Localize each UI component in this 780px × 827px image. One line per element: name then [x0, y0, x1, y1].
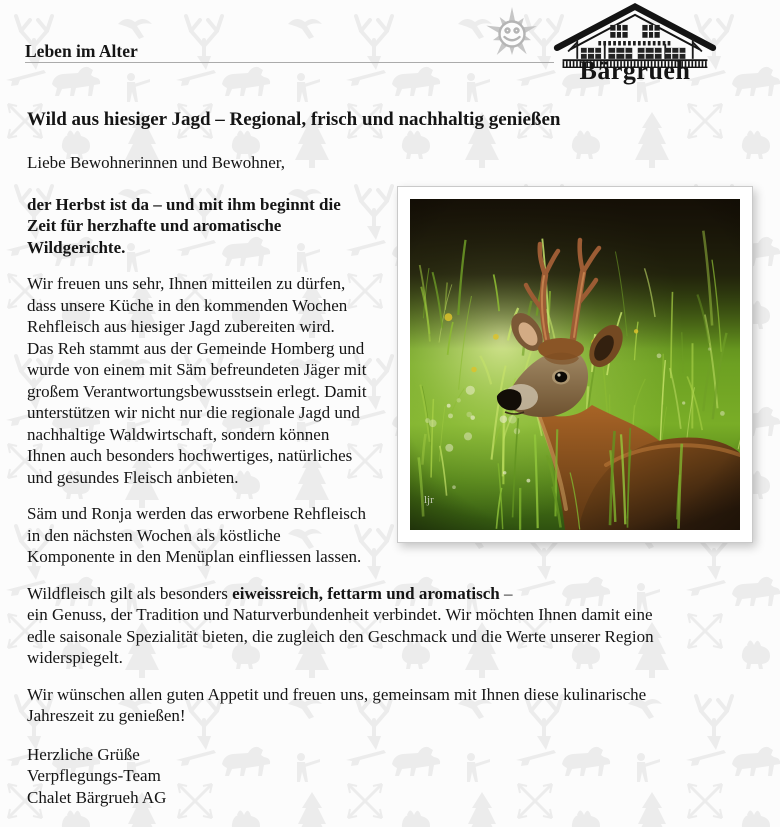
text-line: Komponente in den Menüplan einfliessen lassen.: [27, 547, 362, 566]
text-line: und gesundes Fleisch anbieten.: [27, 467, 239, 487]
text-line: Jahreszeit zu genießen!: [27, 706, 186, 725]
text-line: dass unsere Küche in den kommenden Wochen: [27, 295, 348, 315]
text-line: nachhaltige Waldwirtschaft, sondern können: [27, 424, 330, 444]
bold-text-run: eiweissreich, fettarm und aromatisch: [232, 583, 500, 603]
logo-title: Bärgrueh: [579, 56, 691, 85]
signature-line: Chalet Bärgrueh AG: [27, 787, 167, 807]
text-run: –: [499, 583, 513, 603]
photo-watermark: ljr: [424, 493, 434, 506]
smiling-sun-icon: [468, 2, 552, 68]
text-line: wurde von einem mit Säm befreundeten Jäger mit: [27, 360, 367, 379]
sun-face: [500, 22, 525, 47]
text-line: Wildgerichte.: [27, 237, 126, 257]
text-line: Ihnen auch besonders hochwertiges, natürliches: [27, 446, 353, 465]
text-line: in den nächsten Wochen als köstliche: [27, 525, 281, 545]
text-line: der Herbst ist da – und mit ihm beginnt die: [27, 194, 341, 214]
page-title: Wild aus hiesiger Jagd – Regional, frisch und nachhaltig genießen: [27, 109, 561, 130]
text-line: Zeit für herzhafte und aromatische: [27, 216, 282, 235]
deer-photo-frame: [397, 186, 753, 543]
text-line: Das Reh stammt aus der Gemeinde Homberg und: [27, 338, 365, 358]
text-line: ein Genuss, der Tradition und Naturverbundenheit verbindet. Wir möchten Ihnen damit eine: [27, 605, 653, 624]
text-line: Rehfleisch aus hiesiger Jagd zubereiten wird.: [27, 317, 335, 336]
text-line: edle saisonale Spezialität bieten, die zugleich den Geschmack und die Werte unserer Region: [27, 626, 654, 646]
text-line: widerspiegelt.: [27, 648, 123, 667]
signature-line: Herzliche Grüße: [27, 744, 140, 764]
letter-body: [0, 108, 780, 808]
page-header: [0, 0, 780, 100]
signature-line: Verpflegungs-Team: [27, 766, 161, 785]
signature-block: [27, 744, 753, 809]
roe-deer-photo: [410, 199, 740, 530]
brand-title: Leben im Alter: [25, 41, 138, 61]
text-line: [27, 583, 753, 605]
text-line: Säm und Ronja werden das erworbene Rehfleisch: [27, 504, 366, 523]
text-line: großem Verantwortungsbewusstsein erlegt. Damit: [27, 381, 367, 401]
paragraph-wild-meat: [27, 583, 753, 669]
paragraph-closing: [27, 684, 753, 727]
salutation: Liebe Bewohnerinnen und Bewohner,: [27, 153, 286, 172]
text-line: Wir freuen uns sehr, Ihnen mitteilen zu dürfen,: [27, 274, 346, 293]
text-run: Wildfleisch gilt als besonders: [27, 583, 233, 603]
text-line: unterstützen wir nicht nur die regionale Jagd und: [27, 403, 360, 422]
text-line: Wir wünschen allen guten Appetit und freuen uns, gemeinsam mit Ihnen diese kulinarische: [27, 684, 647, 704]
